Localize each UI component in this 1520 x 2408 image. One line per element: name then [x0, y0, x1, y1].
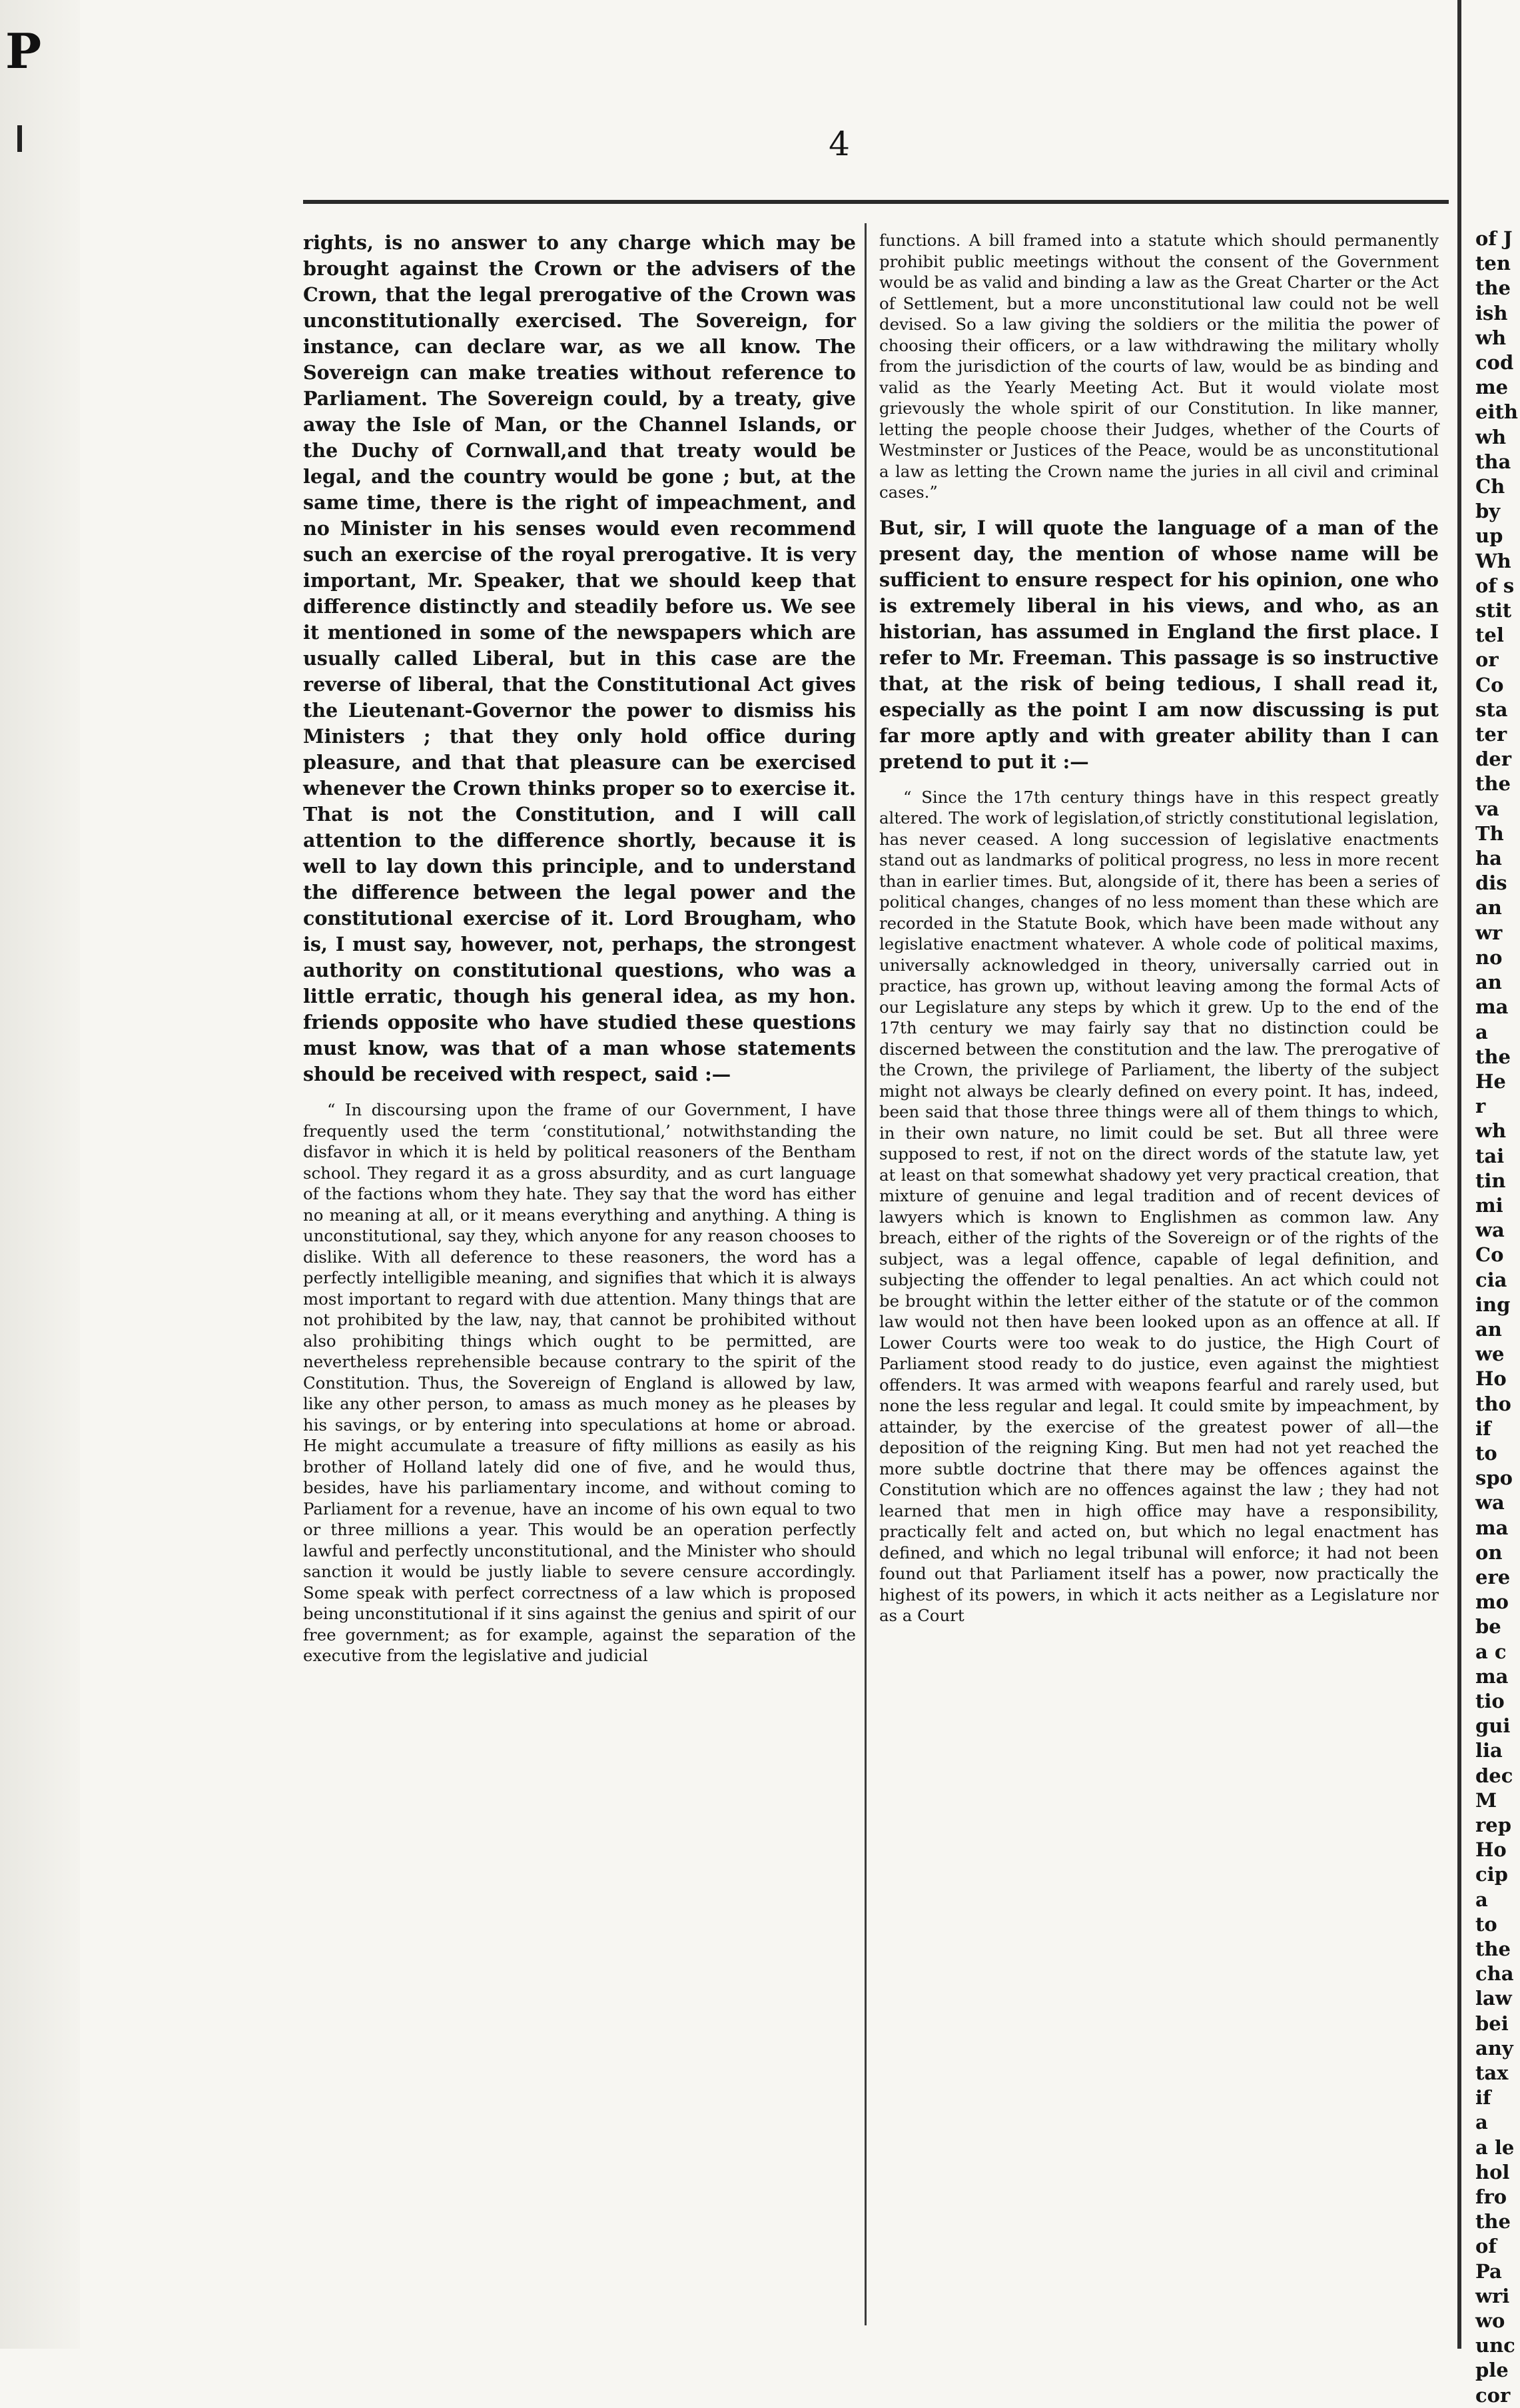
- adjacent-page-fragment: an: [1475, 896, 1502, 919]
- adjacent-page-fragment: by: [1475, 500, 1501, 523]
- adjacent-page-fragment: law: [1475, 1987, 1512, 2010]
- adjacent-page-fragment: of J: [1475, 227, 1513, 250]
- adjacent-page-fragment: mo: [1475, 1590, 1509, 1614]
- body-paragraph: rights, is no answer to any charge which may be brought against the Crown or the advisers of the Crown, that the legal prerogative of the Crown was unconstitutionally exercised. The Sovereign, for instance, can declare war, as we all know. The Sovereign can make treaties without reference to Parliament. The Sovereign could, by a treaty, give away the Isle of Man, or the Channel Islands, or the Duchy of Cornwall,and that treaty would be legal, and the country would be gone ; but, at the same time, there is the right of impeachment, and no Minister in his senses would even recommend such an exercise of the royal prerogative. It is very important, Mr. Speaker, that we should keep that difference distinctly and steadily before us. We see it mentioned in some of the newspapers which are usually called Liberal, but in this case are the reverse of liberal, that the Constitutional Act gives the Lieutenant-Governor the power to dismiss his Ministers ; that they only hold office during pleasure, and that that pleasure can be exercised whenever the Crown thinks proper so to exercise it. That is not the Constitution, and I will call attention to the difference shortly, because it is well to lay down this principle, and to understand the difference between the legal power and the constitutional exercise of it. Lord Brougham, who is, I must say, however, not, perhaps, the strongest authority on constitutional questions, who was a little erratic, though his general idea, as my hon. friends opposite who have studied these questions must know, was that of a man whose statements should be received with respect, said :—: [303, 231, 856, 1085]
- adjacent-page-fragment: He: [1475, 1069, 1506, 1093]
- adjacent-page-fragment: cor: [1475, 2383, 1511, 2407]
- adjacent-page-fragment: an: [1475, 1317, 1502, 1341]
- adjacent-page-fragment: mi: [1475, 1193, 1503, 1217]
- page-number: 4: [829, 125, 850, 163]
- body-paragraph: But, sir, I will quote the language of a man of the present day, the mention of whose name will be sufficient to ensure respect for his opinion, one who is extremely liberal in his views, and who, as an historian, has assumed in England the first place. I refer to Mr. Freeman. This passage is so instructive that, at the risk of being tedious, I shall read it, especially as the point I am now discussing is put far more aptly and with greater ability than I can pretend to put it :—: [879, 516, 1439, 773]
- adjacent-page-fragment: we: [1475, 1343, 1505, 1366]
- adjacent-page-fragment: a le: [1475, 2135, 1515, 2159]
- adjacent-page-fragment: eith: [1475, 400, 1518, 424]
- adjacent-page-fragment: ter: [1475, 723, 1507, 746]
- column-divider: [865, 223, 867, 2325]
- adjacent-page-fragment: wa: [1475, 1491, 1505, 1514]
- adjacent-page-fragment: to: [1475, 1441, 1497, 1465]
- adjacent-page-fragment: ma: [1475, 995, 1509, 1019]
- adjacent-page-fragment: Wh: [1475, 549, 1511, 572]
- adjacent-page-fragment: of: [1475, 2235, 1497, 2258]
- adjacent-page-fragment: the: [1475, 1045, 1511, 1068]
- corner-letter-mark: [4, 23, 51, 160]
- adjacent-page-fragment: tho: [1475, 1392, 1511, 1415]
- svg-text:P: P: [5, 23, 42, 79]
- adjacent-page-fragment: Ho: [1475, 1367, 1507, 1391]
- adjacent-page-fragment: to: [1475, 1912, 1497, 1936]
- adjacent-page-fragment: no: [1475, 945, 1503, 969]
- left-page-gutter: [0, 0, 80, 2349]
- adjacent-page-fragment: Ch: [1475, 475, 1505, 498]
- adjacent-page-fragment: r: [1475, 1095, 1486, 1118]
- adjacent-page-fragment: me: [1475, 376, 1509, 399]
- adjacent-page-fragment: or: [1475, 648, 1499, 672]
- adjacent-page-fragment: tai: [1475, 1144, 1505, 1167]
- adjacent-page-fragment: cod: [1475, 351, 1514, 374]
- adjacent-page-fragment: stit: [1475, 599, 1512, 622]
- adjacent-page-fragment: the: [1475, 277, 1511, 300]
- adjacent-page-fragment: the: [1475, 1938, 1511, 1961]
- adjacent-page-fragment: a c: [1475, 1640, 1507, 1663]
- right-column: [879, 230, 1439, 2325]
- adjacent-page-fragment: Th: [1475, 822, 1504, 845]
- adjacent-page-fragment: tio: [1475, 1689, 1505, 1712]
- page-edge-divider: [1457, 0, 1461, 2349]
- adjacent-page-fragment: fro: [1475, 2185, 1507, 2209]
- header-rule: [303, 200, 1449, 204]
- adjacent-page-fragment: wr: [1475, 921, 1503, 944]
- adjacent-page-fragment: Ho: [1475, 1838, 1507, 1862]
- adjacent-page-fragment: sta: [1475, 698, 1508, 721]
- adjacent-page-fragment: wh: [1475, 326, 1507, 349]
- left-column: [303, 230, 856, 2325]
- adjacent-page-fragment: gui: [1475, 1714, 1511, 1738]
- adjacent-page-fragment: any: [1475, 2036, 1513, 2060]
- quoted-passage: “ Since the 17th century things have in this respect greatly altered. The work of legislation,of strictly constitutional legislation, has never ceased. A long succession of legislative enactments stand out as landmarks of political progress, no less in more recent than in earlier times. But, alongside of it, there has been a series of political changes, changes of no less moment than these which are recorded in the Statute Book, which have been made without any legislative enactment whatever. A whole code of political maxims, universally acknowledged in theory, universally carried out in practice, has grown up, without leaving among the formal Acts of our Legislature any steps by which it grew. Up to the end of the 17th century we may fairly say that no distinction could be discerned between the constitution and the law. The prerogative of the Crown, the privilege of Parliament, the liberty of the subject might not always be clearly defined on every point. It has, indeed, been said that those three things were all of them things to which, in their own nature, no limit could be set. But all three were supposed to rest, if not on the direct words of the statute law, yet at least on that somewhat shadowy yet very practical creation, that mixture of genuine and legal tradition and of recent devices of lawyers which is known to Englishmen as common law. Any breach, either of the rights of the Sovereign or of the rights of the subject, was a legal offence, capable of legal definition, and subjecting the offender to legal penalties. An act which could not be brought within the letter either of the statute or of the common law would not then have been looked upon as an offence at all. If Lower Courts were too weak to do justice, the High Court of Parliament stood ready to do justice, even against the mightiest offenders. It was armed with weapons fearful and rarely used, but none the less regular and legal. It could smite by impeachment, by attainder, by the exercise of the greatest power of all—the deposition of the reigning King. But men had not yet reached the more subtle doctrine that there may be offences against the Constitution which are no offences against the law ; they had not learned that men in high office may have a responsibility, practically felt and acted on, but which no legal enactment has defined, and which no legal tribunal will enforce; it had not been found out that Parliament itself has a power, now practically the highest of its powers, in which it acts neither as a Legislature nor as a Court: [879, 787, 1439, 1625]
- adjacent-page-fragment: spo: [1475, 1467, 1513, 1490]
- adjacent-page-fragment: va: [1475, 797, 1499, 820]
- adjacent-page-fragment: tel: [1475, 624, 1504, 647]
- adjacent-page-fragment: cia: [1475, 1268, 1507, 1291]
- adjacent-page-fragment: Co: [1475, 1243, 1504, 1267]
- adjacent-page-fragment: unc: [1475, 2334, 1515, 2357]
- adjacent-page-fragment: ha: [1475, 847, 1502, 870]
- adjacent-page-fragment: the: [1475, 2210, 1511, 2233]
- adjacent-page-fragment: ish: [1475, 301, 1508, 324]
- adjacent-page-fragment: tin: [1475, 1169, 1506, 1192]
- adjacent-page-fragment: ing: [1475, 1293, 1511, 1316]
- adjacent-page-fragment: lia: [1475, 1739, 1503, 1762]
- adjacent-page-fragment: if: [1475, 2086, 1491, 2109]
- adjacent-page-fragment: Co: [1475, 673, 1504, 696]
- adjacent-page-fragment: rep: [1475, 1814, 1512, 1836]
- adjacent-page-fragment: tax: [1475, 2062, 1509, 2085]
- adjacent-page-fragment: an: [1475, 971, 1502, 994]
- adjacent-page-fragment: on: [1475, 1540, 1503, 1564]
- adjacent-page-fragment: a: [1475, 2111, 1488, 2134]
- adjacent-page-fragment: wa: [1475, 1219, 1505, 1242]
- adjacent-page-fragment: up: [1475, 524, 1503, 548]
- adjacent-page-fragment: wo: [1475, 2309, 1505, 2333]
- adjacent-page-fragment: cha: [1475, 1962, 1514, 1986]
- adjacent-page-fragment: ere: [1475, 1565, 1511, 1588]
- adjacent-page-fragment: a: [1475, 1020, 1488, 1043]
- adjacent-page-fragment: Pa: [1475, 2259, 1502, 2283]
- adjacent-page-fragment: M: [1475, 1788, 1497, 1812]
- adjacent-page-fragment: wh: [1475, 425, 1507, 448]
- adjacent-page-fragment: hol: [1475, 2160, 1510, 2183]
- adjacent-page-fragment: wri: [1475, 2284, 1510, 2307]
- adjacent-page-fragment: cip: [1475, 1863, 1508, 1886]
- adjacent-page-fragment: a: [1475, 1888, 1488, 1911]
- adjacent-page-fragment: ma: [1475, 1516, 1509, 1539]
- adjacent-page-strip: [1475, 227, 1520, 2407]
- adjacent-page-fragment: der: [1475, 748, 1512, 771]
- adjacent-page-fragment: be: [1475, 1615, 1501, 1638]
- adjacent-page-fragment: if: [1475, 1417, 1491, 1440]
- adjacent-page-fragment: ten: [1475, 252, 1511, 275]
- adjacent-page-fragment: dis: [1475, 872, 1507, 895]
- adjacent-page-fragment: of s: [1475, 574, 1515, 597]
- adjacent-page-fragment: the: [1475, 772, 1511, 796]
- adjacent-page-fragment: ma: [1475, 1664, 1509, 1688]
- adjacent-page-fragment: bei: [1475, 2012, 1509, 2035]
- adjacent-page-fragment: wh: [1475, 1119, 1507, 1143]
- adjacent-page-fragment: ple: [1475, 2359, 1509, 2382]
- quoted-passage-continued: functions. A bill framed into a statute which should permanently prohibit public meetings without the consent of the Government would be as valid and binding a law as the Great Charter or the Act of Settlement, but a more unconstitutional law could not be well devised. So a law giving the soldiers or the militia the power of choosing their officers, or a law withdrawing the military wholly from the jurisdiction of the courts of law, would be as binding and valid as the Yearly Meeting Act. But it would violate most grievously the whole spirit of our Constitution. In like manner, letting the people choose their Judges, whether of the Courts of Westminster or Justices of the Peace, would be as unconstitutional a law as letting the Crown name the juries in all civil and criminal cases.”: [879, 231, 1439, 502]
- adjacent-page-fragment: tha: [1475, 450, 1511, 473]
- adjacent-page-fragment: dec: [1475, 1764, 1513, 1787]
- quoted-passage: “ In discoursing upon the frame of our Government, I have frequently used the term ‘constitutional,’ notwithstanding the disfavor in which it is held by political reasoners of the Bentham school. They regard it as a gross absurdity, and as curt language of the factions whom they hate. They say that the word has either no meaning at all, or it means everything and anything. A thing is unconstitutional, say they, which anyone for any reason chooses to dislike. With all deference to these reasoners, the word has a perfectly intelligible meaning, and signifies that which it is always most important to regard with due attention. Many things that are not prohibited by the law, nay, that cannot be prohibited without also prohibiting things which ought to be permitted, are nevertheless reprehensible because contrary to the spirit of the Constitution. Thus, the Sovereign of England is allowed by law, like any other person, to amass as much money as he pleases by his savings, or by entering into speculations at home or abroad. He might accumulate a treasure of fifty millions as easily as his brother of Holland lately did one of five, and he would thus, besides, have his parliamentary income, and without coming to Parliament for a revenue, have an income of his own equal to two or three millions a year. This would be an operation perfectly lawful and perfectly unconstitutional, and the Minister who should sanction it would be justly liable to severe censure accordingly. Some speak with perfect correctness of a law which is proposed being unconstitutional if it sins against the genius and spirit of our free government; as for example, against the separation of the executive from the legislative and judicial: [303, 1100, 856, 1665]
